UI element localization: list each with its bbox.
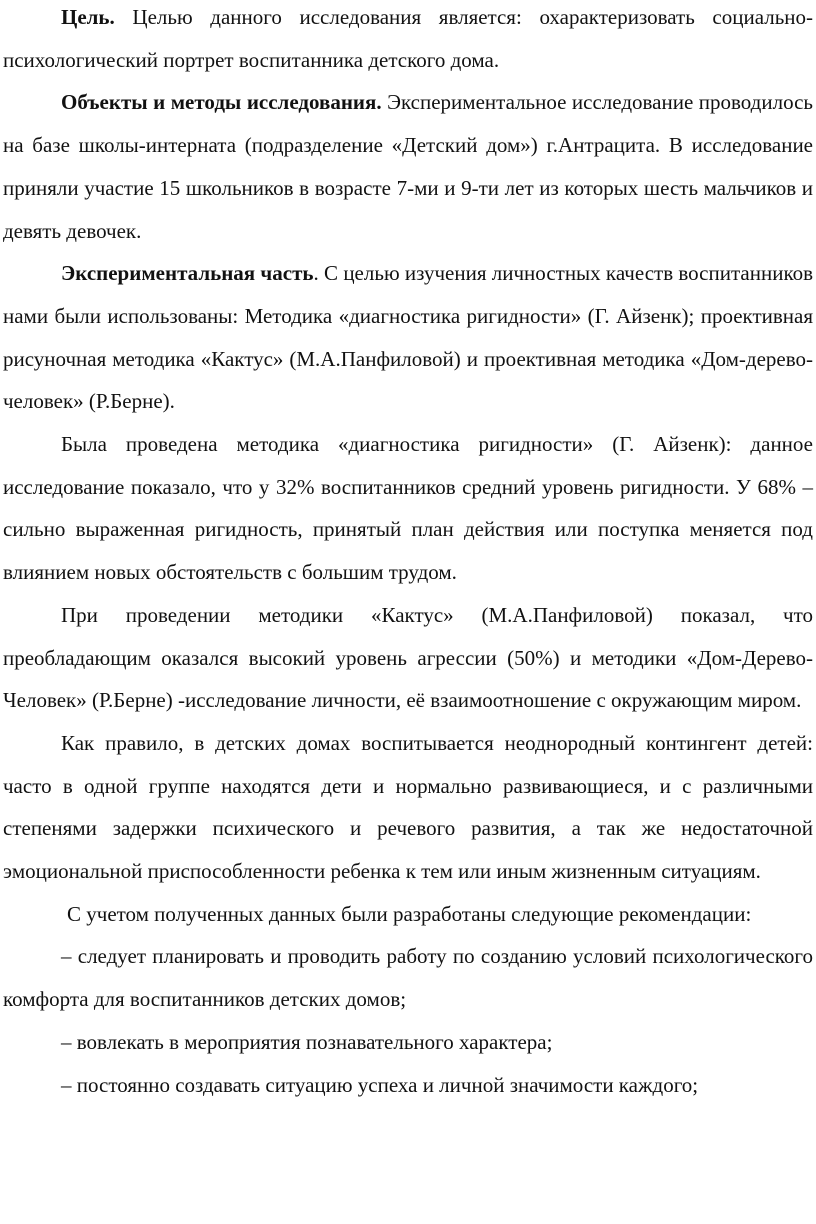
cactus-results-paragraph: При проведении методики «Кактус» (М.А.Панфиловой) показал, что преобладающим оказался высокий уровень агрессии (50%) и методики «Дом-Дерево-Человек» (Р.Берне) -исследование личности, её взаимоотношение с окружающим миром. xyxy=(3,602,813,713)
experimental-paragraph xyxy=(3,252,813,423)
recommendation-item: – постоянно создавать ситуацию успеха и личной значимости каждого; xyxy=(61,1072,699,1097)
recommendation-item: – следует планировать и проводить работу по созданию условий психологического комфорта для воспитанников детских домов; xyxy=(3,944,813,1012)
goal-text: охарактеризовать социально-психологический портрет воспитанника детского дома. xyxy=(3,5,814,72)
experimental-text: . С целью изучения личностных качеств воспитанников нами были использованы: Методика «диагностика ригидности» (Г. Айзенк); проективная рисуночная методика «Кактус» (М.А.Панфиловой) и проективная методика «Дом-дерево-человек» (Р.Берне). xyxy=(3,261,813,414)
goal-paragraph xyxy=(3,0,813,81)
orphanage-context-paragraph: Как правило, в детских домах воспитывается неоднородный контингент детей: часто в одной группе находятся дети и нормально развивающиеся, и с различными степенями задержки психического и речевого развития, а так же недостаточной эмоциональной приспособленности ребенка к тем или иным жизненным ситуациям. xyxy=(3,730,813,884)
rigidity-results-paragraph: Была проведена методика «диагностика ригидности» (Г. Айзенк): данное исследование показало, что у 32% воспитанников средний уровень ригидности. У 68% – сильно выраженная ригидность, принятый план действия или поступка меняется под влиянием новых обстоятельств с большим трудом. xyxy=(3,432,813,585)
objects-paragraph xyxy=(3,81,813,252)
objects-label: Объекты и методы исследования. xyxy=(61,90,382,115)
experimental-label: Экспериментальная часть xyxy=(61,261,314,286)
recommendation-item: – вовлекать в мероприятия познавательного характера; xyxy=(61,1029,553,1054)
objects-text: Экспериментальное исследование проводилось на базе школы-интерната (подразделение «Детский дом») г.Антрацита. В исследование приняли участие 15 школьников в возрасте 7-ми и 9-ти лет из которых шесть мальчиков и девять девочек. xyxy=(3,90,813,243)
recommendations-intro: С учетом полученных данных были разработаны следующие рекомендации: xyxy=(67,901,752,926)
goal-label: Цель. xyxy=(61,5,115,29)
goal-label-rest: Целью данного исследования является: xyxy=(114,5,522,29)
